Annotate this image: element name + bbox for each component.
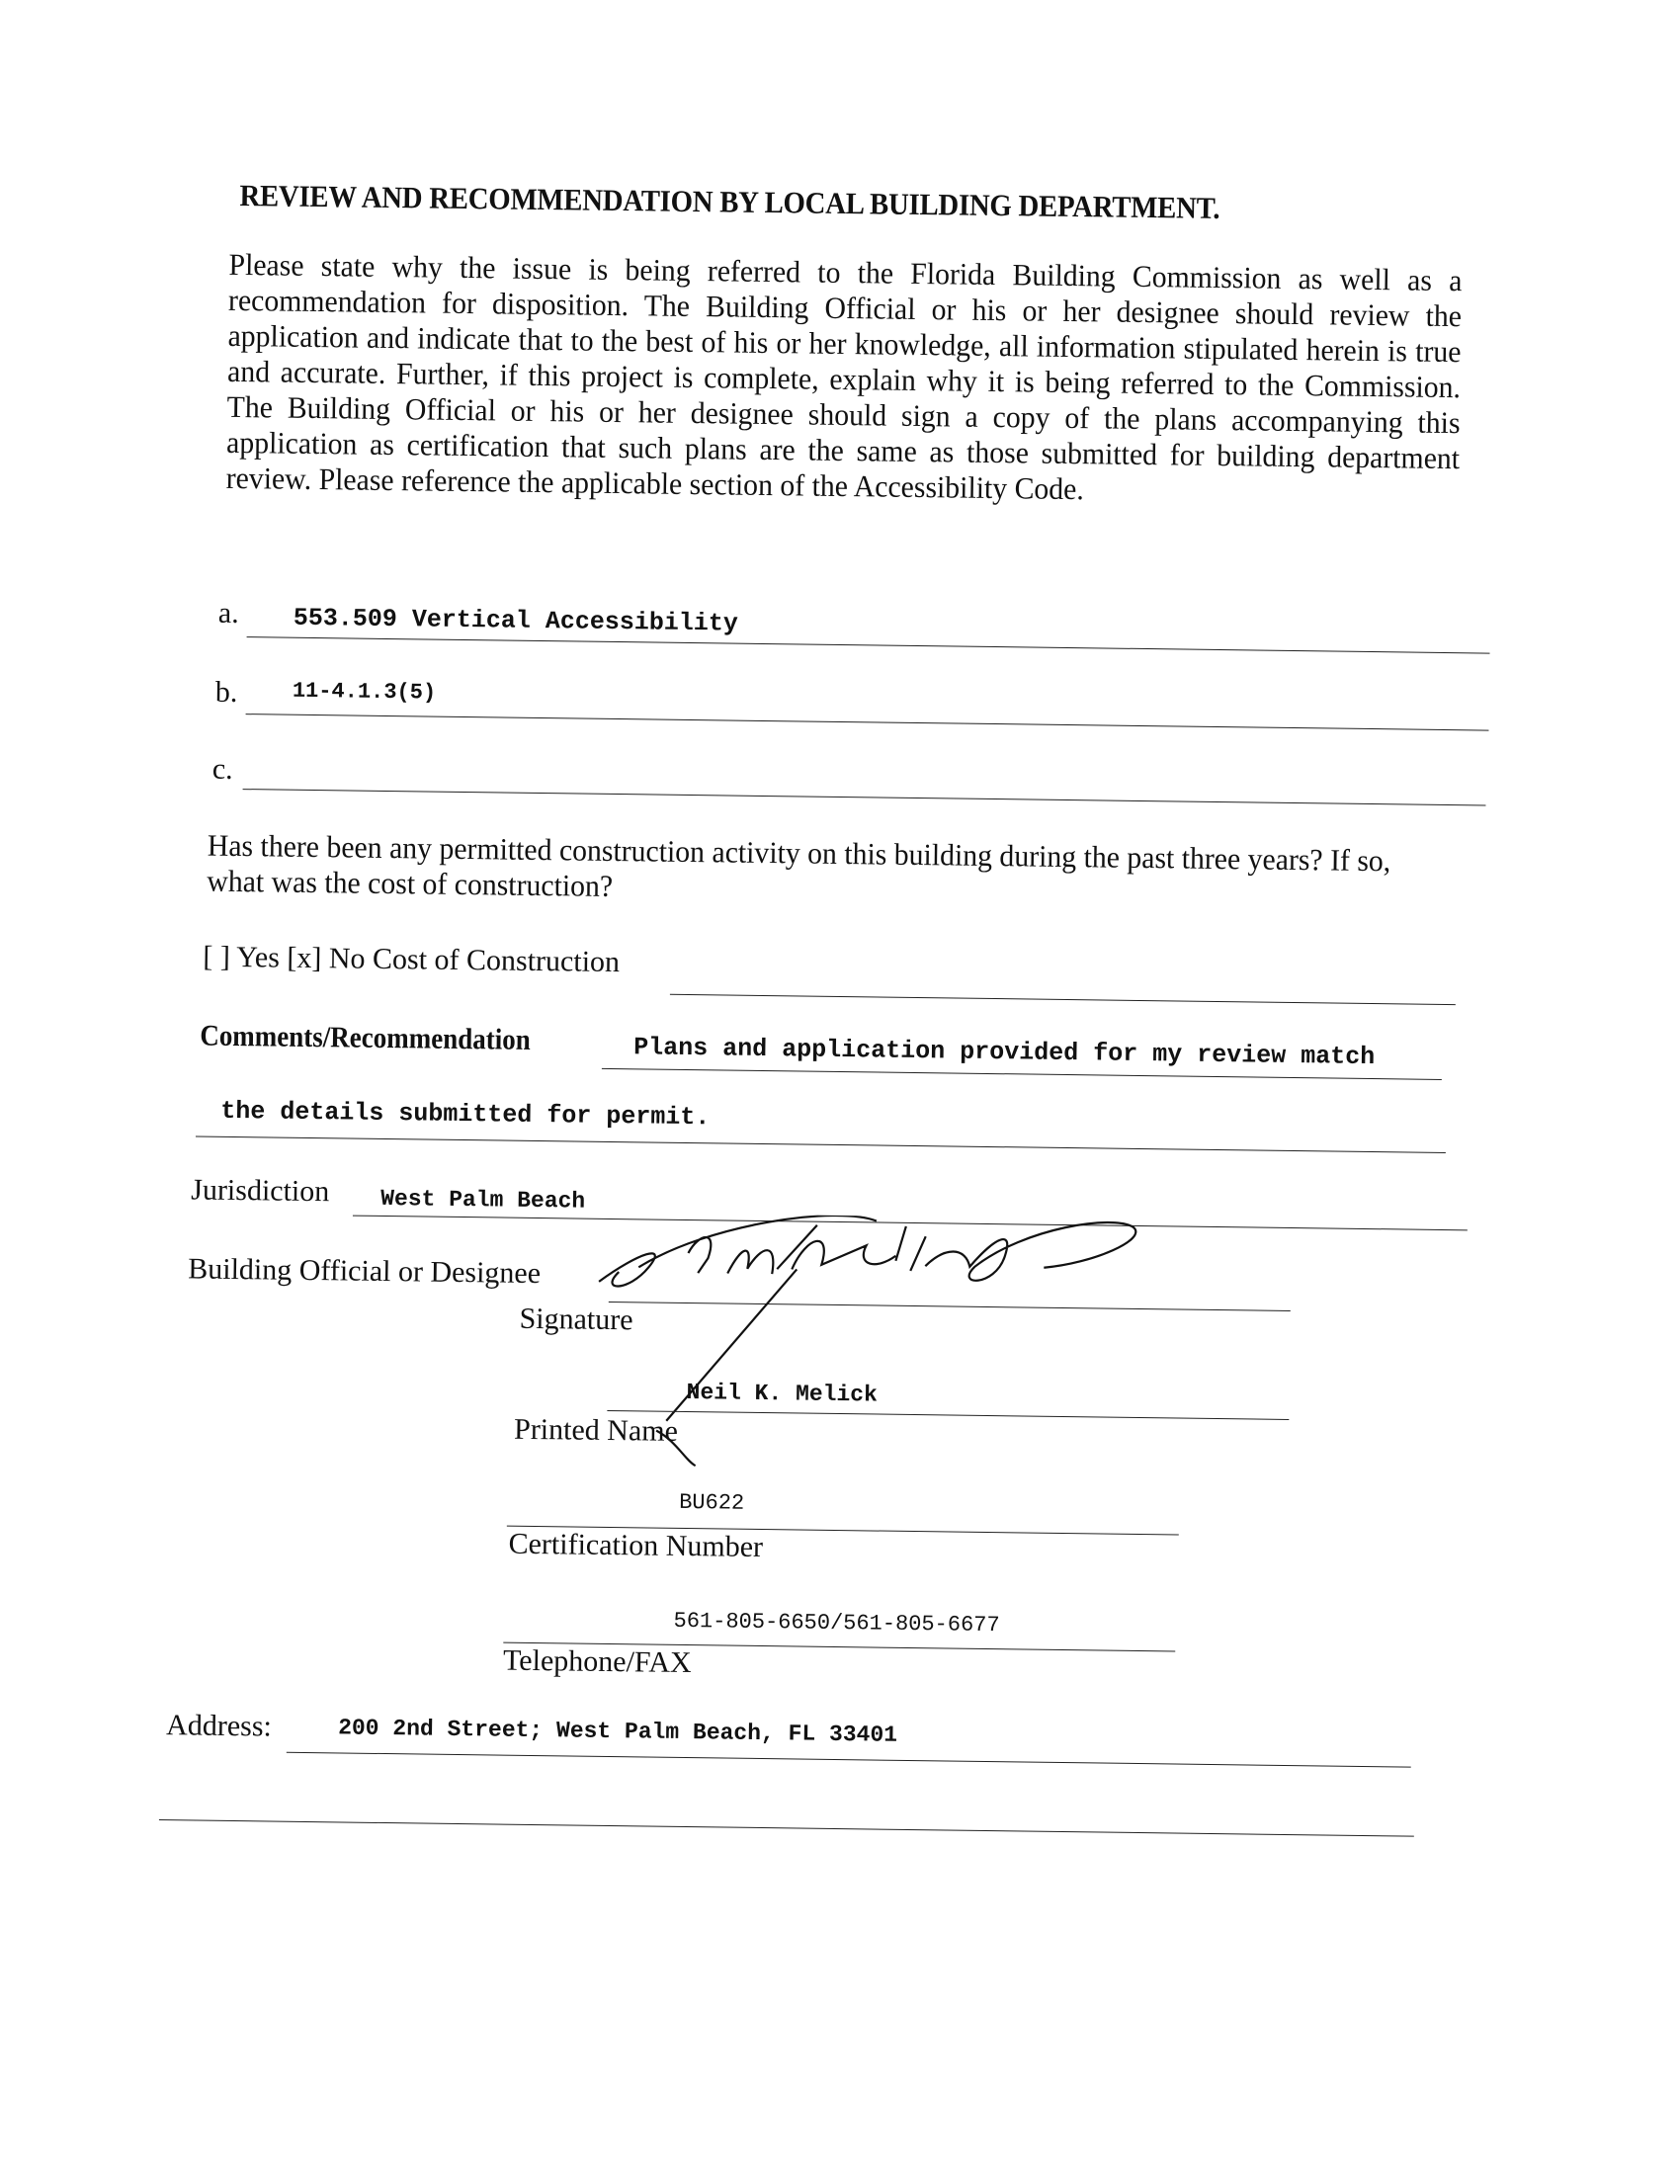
no-label: No <box>328 942 366 975</box>
comments-underline-2 <box>196 1135 1446 1153</box>
certification-number-value[interactable]: BU622 <box>679 1489 745 1516</box>
printed-name-value[interactable]: Neil K. Melick <box>686 1380 879 1408</box>
yes-checkbox[interactable]: [ ] <box>203 940 231 973</box>
telephone-value[interactable]: 561-805-6650/561-805-6677 <box>673 1608 1000 1638</box>
comments-line-2[interactable]: the details submitted for permit. <box>220 1096 711 1133</box>
address-value[interactable]: 200 2nd Street; West Palm Beach, FL 33401 <box>337 1715 898 1748</box>
address-line-1 <box>287 1752 1411 1768</box>
telephone-label: Telephone/FAX <box>502 1643 692 1680</box>
no-checkbox[interactable]: [x] <box>287 941 322 975</box>
section-b-label: b. <box>214 675 238 709</box>
section-a-value[interactable]: 553.509 Vertical Accessibility <box>293 603 739 638</box>
section-c-label: c. <box>211 752 233 786</box>
construction-question: Has there been any permitted construction activity on this building during the past three years? If so, what was the cost of construction? <box>207 827 1391 903</box>
jurisdiction-label: Jurisdiction <box>191 1173 330 1209</box>
section-c-line <box>243 789 1486 805</box>
section-b-value[interactable]: 11-4.1.3(5) <box>292 678 437 706</box>
section-a-label: a. <box>217 596 239 630</box>
signature-label: Signature <box>519 1302 633 1337</box>
cost-line <box>670 994 1456 1005</box>
section-b-line <box>246 714 1489 730</box>
certification-number-label: Certification Number <box>508 1527 764 1564</box>
page-title: REVIEW AND RECOMMENDATION BY LOCAL BUILDING DEPARTMENT. <box>239 177 1220 225</box>
cost-label: Cost of Construction <box>372 942 621 979</box>
instructions-paragraph: Please state why the issue is being referred to the Florida Building Commission as well as a recommendation for disposition. The Building Official or his or her designee should review the application and indicate that to the best of his or her knowledge, all information stipulated herein is true and accurate. Further, if this project is complete, explain why it is being referred to the Commission. The Building Official or his or her designee should sign a copy of the plans accompanying this application as certification that such plans are the same as those submitted for building department review. Please reference the applicable section of the Accessibility Code. <box>225 246 1463 507</box>
yes-label: Yes <box>236 941 281 974</box>
address-line-2 <box>159 1819 1414 1837</box>
address-label: Address: <box>165 1709 273 1743</box>
comments-line-1[interactable]: Plans and application provided for my review match <box>633 1033 1376 1072</box>
construction-answer-row <box>203 941 620 980</box>
section-a-line <box>247 636 1490 653</box>
printed-name-label: Printed Name <box>513 1412 679 1448</box>
jurisdiction-value[interactable]: West Palm Beach <box>380 1185 586 1215</box>
comments-label: Comments/Recommendation <box>200 1019 531 1056</box>
official-label: Building Official or Designee <box>188 1252 542 1291</box>
